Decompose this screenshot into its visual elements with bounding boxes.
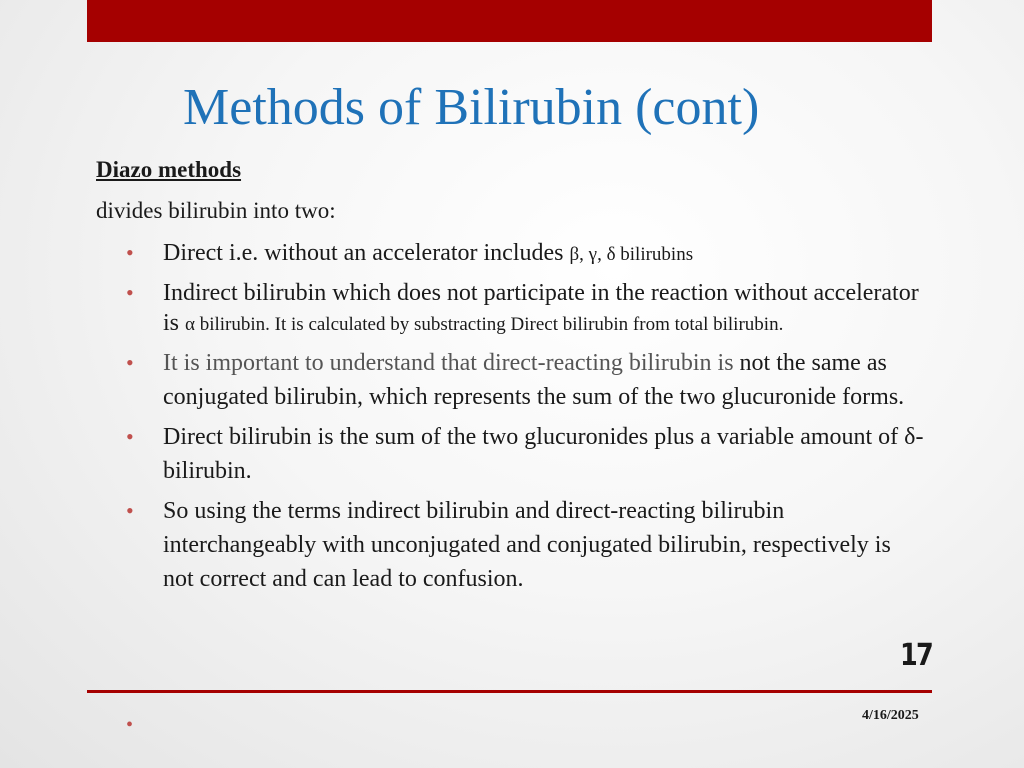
bullet-list bbox=[126, 236, 926, 602]
bullet-text-small: α bilirubin. It is calculated by substracting Direct bilirubin from total bilirubin. bbox=[185, 314, 784, 335]
bullet-text-small: β, γ, δ bilirubins bbox=[569, 244, 694, 265]
bullet-dot: • bbox=[126, 498, 134, 523]
bullet-item-direct-sum bbox=[126, 420, 926, 488]
slide-title: Methods of Bilirubin (cont) bbox=[183, 79, 760, 136]
section-heading: Diazo methods bbox=[96, 157, 242, 182]
bullet-item-direct bbox=[126, 236, 926, 272]
slide-date: 4/16/2025 bbox=[862, 708, 919, 723]
bullet-item-indirect bbox=[126, 278, 926, 340]
bullet-item-not-same bbox=[126, 346, 926, 414]
bullet-dot: • bbox=[126, 280, 134, 305]
bullet-item-terms bbox=[126, 494, 926, 596]
bullet-dot: • bbox=[126, 350, 134, 375]
intro-text: divides bilirubin into two: bbox=[96, 198, 336, 223]
footer-divider bbox=[87, 690, 932, 693]
bullet-text-grey: It is important to understand that direct-reacting bilirubin is bbox=[163, 350, 734, 376]
bullet-text: Direct bilirubin is the sum of the two glucuronides plus a variable amount of δ-bilirubin. bbox=[163, 424, 924, 484]
page-number: 17 bbox=[900, 638, 933, 673]
bullet-dot: • bbox=[126, 240, 134, 265]
footer-bullet: • bbox=[126, 714, 134, 736]
bullet-dot: • bbox=[126, 424, 134, 449]
bullet-text: not the same as conjugated bilirubin, which represents the sum of the two glucuronide forms. bbox=[163, 350, 905, 410]
bullet-text: So using the terms indirect bilirubin and direct-reacting bilirubin interchangeably with unconjugated and conjugated bilirubin, respectively is not correct and can lead to confusion. bbox=[163, 498, 891, 592]
bullet-text: Indirect bilirubin which does not participate in the reaction without accelerator is bbox=[163, 280, 919, 336]
bullet-text: Direct i.e. without an accelerator includes bbox=[163, 240, 570, 266]
top-accent-bar bbox=[87, 0, 932, 42]
